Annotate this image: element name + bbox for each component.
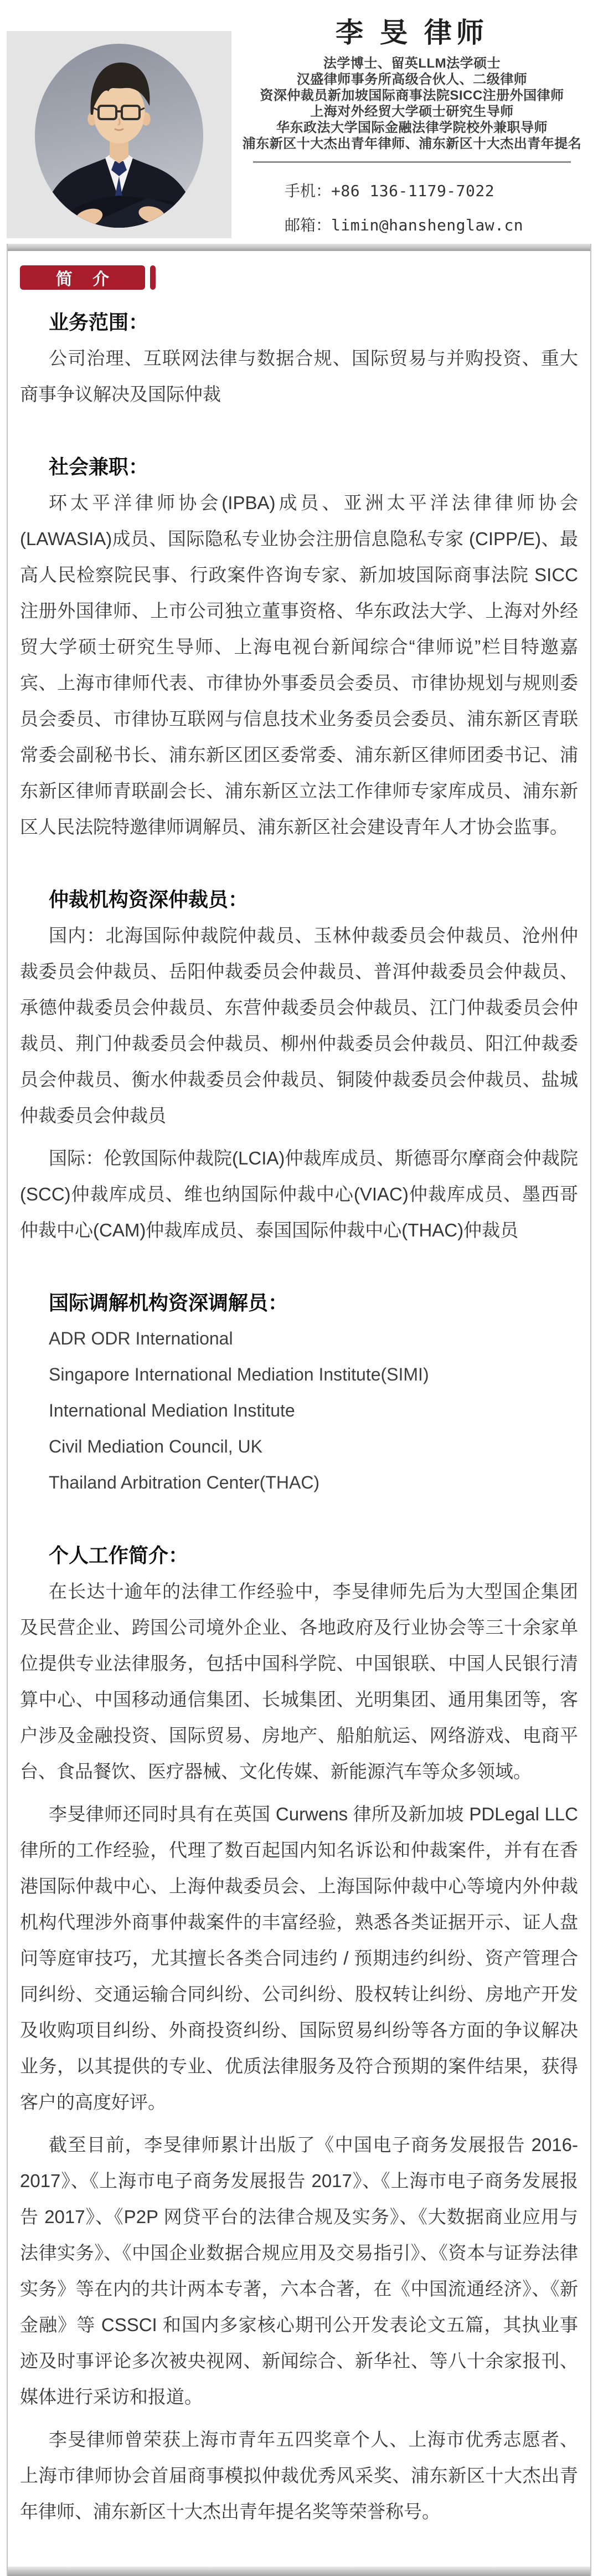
lawyer-photo — [7, 31, 231, 238]
domestic-arbitration-paragraph: 国内：北海国际仲裁院仲裁员、玉林仲裁委员会仲裁员、沧州仲裁委员会仲裁员、岳阳仲裁委员会仲裁员、普洱仲裁委员会仲裁员、承德仲裁委员会仲裁员、东营仲裁委员会仲裁员、江门仲裁委员会仲裁员、荆门仲裁委员会仲裁员、柳州仲裁委员会仲裁员、阳江仲裁委员会仲裁员、衡水仲裁委员会仲裁员、铜陵仲裁委员会仲裁员、盐城仲裁委员会仲裁员 — [20, 925, 578, 1126]
lawyer-portrait-illustration — [7, 31, 231, 238]
credential-list — [233, 55, 591, 152]
section-heading-mediator-roles: 国际调解机构资深调解员： — [49, 1291, 288, 1314]
phone-line — [285, 182, 591, 201]
work-bio-paragraph-3: 截至目前，李旻律师累计出版了《中国电子商务发展报告 2016-2017》、《上海市电子商务发展报告 2017》、《上海市电子商务发展报告 2017》、《P2P 网贷平台的法律合规及实务》、《大数据商业应用与法律实务》、《中国企业数据合规应用及交易指引》、《资本与证券法律实务》等在内的共计两本专著，六本合著，在《中国流通经济》、《新金融》等 CSSCI 和国内多家核心期刊公开发表论文五篇，其执业事迹及时事评论多次被央视网、新闻综合、新华社、等八十余家报刊、媒体进行采访和报道。 — [20, 2134, 578, 2407]
credential-line: 浦东新区十大杰出青年律师、浦东新区十大杰出青年提名 — [242, 136, 582, 151]
email-line — [285, 216, 591, 235]
social-positions-paragraph: 环太平洋律师协会(IPBA)成员、亚洲太平洋法律律师协会(LAWASIA)成员、国际隐私专业协会注册信息隐私专家 (CIPP/E)、最高人民检察院民事、行政案件咨询专家、新加坡国际商事法院 SICC 注册外国律师、上市公司独立董事资格、华东政法大学、上海对外经贸大学硕士研究生导师、上海电视台新闻综合“律师说”栏目特邀嘉宾、上海市律师代表、市律协外事委员会委员、市律协规划与规则委员会委员、市律协互联网与信息技术业务委员会委员、浦东新区青联常委会副秘书长、浦东新区团区委常委、浦东新区律师团委书记、浦东新区律师青联副会长、浦东新区立法工作律师专家库成员、浦东新区人民法院特邀律师调解员、浦东新区社会建设青年人才协会监事。 — [20, 492, 578, 837]
work-bio-paragraph-4: 李旻律师曾荣获上海市青年五四奖章个人、上海市优秀志愿者、上海市律师协会首届商事模拟仲裁优秀风采奖、浦东新区十大杰出青年律师、浦东新区十大杰出青年提名奖等荣誉称号。 — [20, 2429, 578, 2522]
credential-line: 上海对外经贸大学硕士研究生导师 — [310, 104, 514, 119]
work-bio-paragraph-1: 在长达十逾年的法律工作经验中，李旻律师先后为大型国企集团及民营企业、跨国公司境外企业、各地政府及行业协会等三十余家单位提供专业法律服务，包括中国科学院、中国银联、中国人民银行清算中心、中国移动通信集团、长城集团、光明集团、通用集团等，客户涉及金融投资、国际贸易、房地产、船舶航运、网络游戏、电商平台、食品餐饮、医疗器械、文化传媒、新能源汽车等众多领域。 — [20, 1581, 578, 1782]
mediation-org-item: ADR ODR International — [49, 1328, 233, 1348]
lawyer-name: 李 旻 律师 — [336, 17, 488, 48]
section-heading-arbitrator-roles: 仲裁机构资深仲裁员： — [49, 888, 249, 911]
section-heading-social-positions: 社会兼职： — [49, 455, 149, 478]
credential-line: 法学博士、留英LLM法学硕士 — [323, 56, 501, 71]
box-top-bar — [8, 244, 590, 251]
mediation-org-item: Thailand Arbitration Center(THAC) — [49, 1472, 320, 1492]
phone-value: +86 136-1179-7022 — [331, 182, 495, 200]
phone-label: 手机： — [285, 182, 332, 199]
credential-line: 华东政法大学国际金融法律学院校外兼职导师 — [276, 120, 548, 135]
profile-section-box — [7, 244, 591, 2576]
practice-areas-paragraph: 公司治理、互联网法律与数据合规、国际贸易与并购投资、重大商事争议解决及国际仲裁 — [20, 348, 578, 404]
box-bottom-bar — [8, 2567, 590, 2576]
mediation-org-item: International Mediation Institute — [49, 1400, 295, 1420]
section-heading-practice-areas: 业务范围： — [49, 311, 149, 333]
header-info — [233, 0, 591, 244]
contact-block — [285, 182, 591, 235]
mediation-org-item: Civil Mediation Council, UK — [49, 1436, 262, 1456]
credential-line: 汉盛律师事务所高级合伙人、二级律师 — [296, 72, 528, 87]
email-value: limin@hanshenglaw.cn — [331, 216, 524, 234]
profile-header — [0, 0, 598, 244]
section-badge-row — [20, 265, 578, 290]
mediation-org-item: Singapore International Mediation Institute(SIMI) — [49, 1364, 429, 1384]
international-arbitration-paragraph: 国际：伦敦国际仲裁院(LCIA)仲裁库成员、斯德哥尔摩商会仲裁院(SCC)仲裁库成员、维也纳国际仲裁中心(VIAC)仲裁库成员、墨西哥仲裁中心(CAM)仲裁库成员、泰国国际仲裁中心(THAC)仲裁员 — [20, 1148, 578, 1240]
intro-badge: 简 介 — [20, 265, 145, 290]
header-divider — [253, 161, 571, 163]
intro-badge-accent-bar — [150, 265, 156, 290]
section-heading-work-bio: 个人工作简介： — [49, 1544, 189, 1567]
work-bio-paragraph-2: 李旻律师还同时具有在英国 Curwens 律所及新加坡 PDLegal LLC 律所的工作经验，代理了数百起国内知名诉讼和仲裁案件，并有在香港国际仲裁中心、上海仲裁委员会、上海国际仲裁中心等境内外仲裁机构代理涉外商事仲裁案件的丰富经验，熟悉各类证据开示、证人盘问等庭审技巧，尤其擅长各类合同违约 / 预期违约纠纷、资产管理合同纠纷、交通运输合同纠纷、公司纠纷、股权转让纠纷、房地产开发及收购项目纠纷、外商投资纠纷、国际贸易纠纷等各方面的争议解决业务，以其提供的专业、优质法律服务及符合预期的案件结果，获得客户的高度好评。 — [20, 1804, 578, 2112]
credential-line: 资深仲裁员新加坡国际商事法院SICC注册外国律师 — [260, 88, 564, 103]
email-label: 邮箱： — [285, 217, 332, 234]
